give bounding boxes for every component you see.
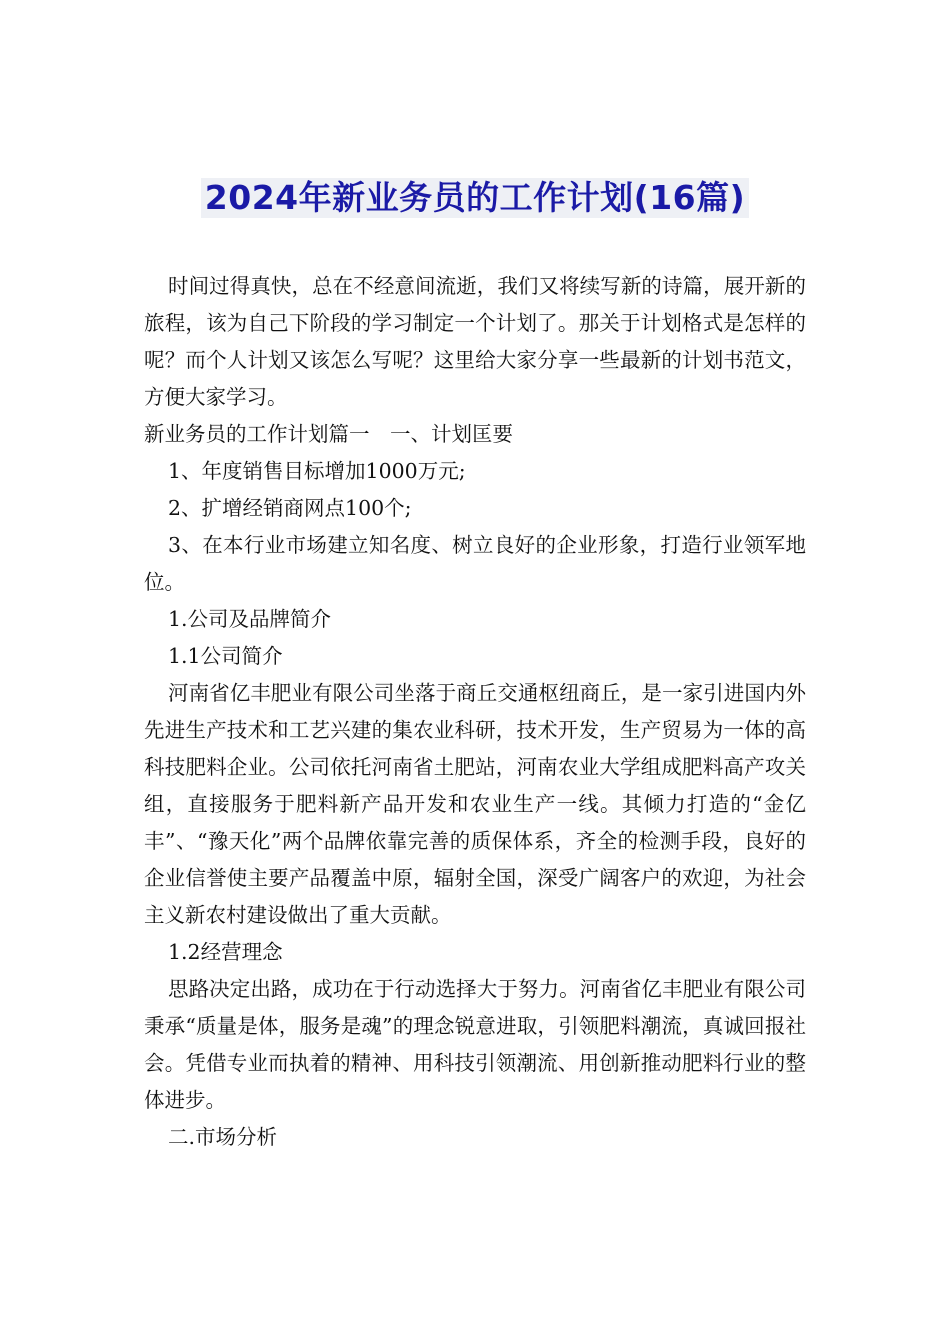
heading-company-brand: 1.公司及品牌简介 bbox=[168, 607, 332, 631]
title-wrap bbox=[0, 178, 950, 218]
paragraph-intro: 时间过得真快，总在不经意间流逝，我们又将续写新的诗篇，展开新的旅程，该为自己下阶段的学习制定一个计划了。那关于计划格式是怎样的呢？而个人计划又该怎么写呢？这里给大家分享一些最新的计划书范文，方便大家学习。 bbox=[144, 274, 806, 409]
document-body bbox=[144, 268, 806, 1156]
paragraph-section-heading: 新业务员的工作计划篇一 一、计划匡要 bbox=[144, 422, 513, 446]
heading-market-analysis: 二.市场分析 bbox=[168, 1125, 278, 1149]
paragraph-goal-1: 1、年度销售目标增加1000万元; bbox=[168, 459, 466, 483]
document-title: 2024年新业务员的工作计划(16篇) bbox=[201, 178, 749, 218]
paragraph-goal-2: 2、扩增经销商网点100个; bbox=[168, 496, 412, 520]
paragraph-business-philosophy: 思路决定出路，成功在于行动选择大于努力。河南省亿丰肥业有限公司秉承“质量是体，服务是魂”的理念锐意进取，引领肥料潮流，真诚回报社会。凭借专业而执着的精神、用科技引领潮流、用创新推动肥料行业的整体进步。 bbox=[144, 977, 806, 1112]
heading-company-intro: 1.1公司简介 bbox=[168, 644, 283, 668]
heading-business-philosophy: 1.2经营理念 bbox=[168, 940, 283, 964]
paragraph-company-intro: 河南省亿丰肥业有限公司坐落于商丘交通枢纽商丘，是一家引进国内外先进生产技术和工艺兴建的集农业科研，技术开发，生产贸易为一体的高科技肥料企业。公司依托河南省土肥站，河南农业大学组成肥料高产攻关组，直接服务于肥料新产品开发和农业生产一线。其倾力打造的“金亿丰”、“豫天化”两个品牌依靠完善的质保体系，齐全的检测手段，良好的企业信誉使主要产品覆盖中原，辐射全国，深受广阔客户的欢迎，为社会主义新农村建设做出了重大贡献。 bbox=[144, 681, 806, 927]
paragraph-goal-3: 3、在本行业市场建立知名度、树立良好的企业形象，打造行业领军地位。 bbox=[144, 533, 806, 594]
